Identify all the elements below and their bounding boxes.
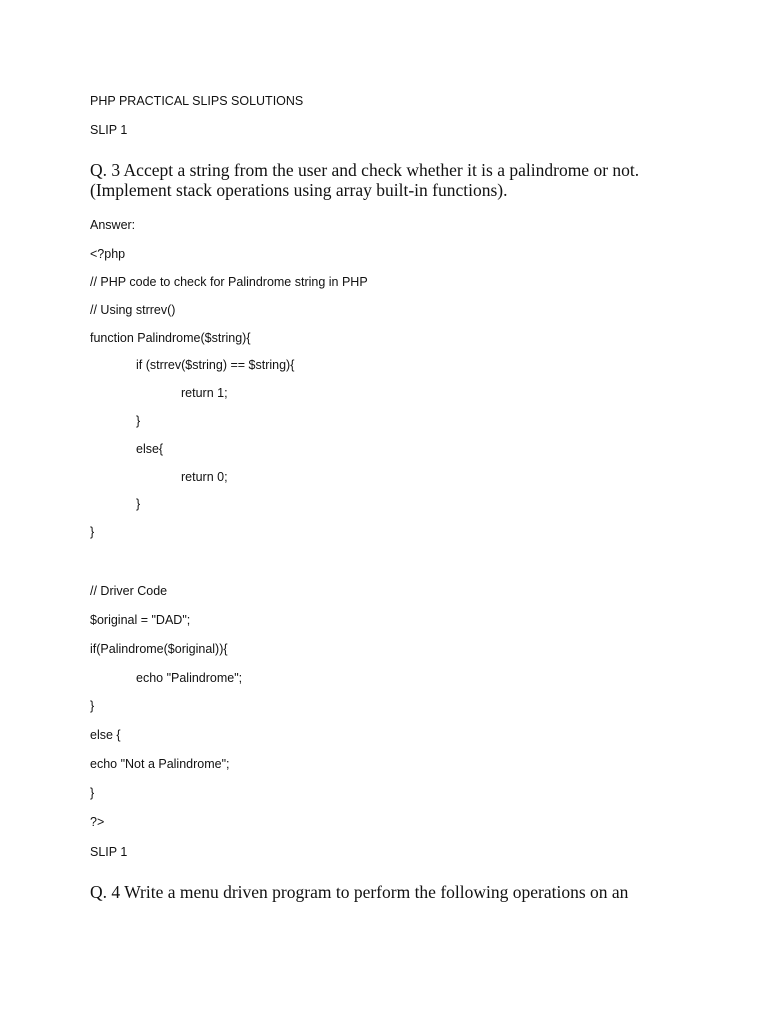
code-line: } <box>90 525 95 539</box>
code-line: } <box>136 497 141 511</box>
code-line: // PHP code to check for Palindrome string in PHP <box>90 275 368 289</box>
code-line: if (strrev($string) == $string){ <box>136 358 295 372</box>
code-line: $original = "DAD"; <box>90 613 191 627</box>
code-line: <?php <box>90 247 126 261</box>
code-line: } <box>90 699 95 713</box>
code-line: return 1; <box>181 386 228 400</box>
code-line: echo "Palindrome"; <box>136 671 243 685</box>
question-4-line-1: Q. 4 Write a menu driven program to perform the following operations on an <box>90 882 629 902</box>
code-line: if(Palindrome($original)){ <box>90 642 228 656</box>
code-line: } <box>90 786 95 800</box>
slip-label: SLIP 1 <box>90 845 128 859</box>
question-3-line-2: (Implement stack operations using array built-in functions). <box>90 180 508 200</box>
code-line: return 0; <box>181 470 228 484</box>
code-line: else{ <box>136 442 164 456</box>
document-header-title: PHP PRACTICAL SLIPS SOLUTIONS <box>90 94 304 108</box>
code-line: echo "Not a Palindrome"; <box>90 757 230 771</box>
code-line: ?> <box>90 815 105 829</box>
answer-label: Answer: <box>90 218 136 232</box>
code-line: } <box>136 414 141 428</box>
code-line: // Driver Code <box>90 584 168 598</box>
question-3-line-1: Q. 3 Accept a string from the user and check whether it is a palindrome or not. <box>90 160 640 180</box>
code-line: else { <box>90 728 121 742</box>
code-line: function Palindrome($string){ <box>90 331 251 345</box>
code-line: // Using strrev() <box>90 303 176 317</box>
slip-label: SLIP 1 <box>90 123 128 137</box>
